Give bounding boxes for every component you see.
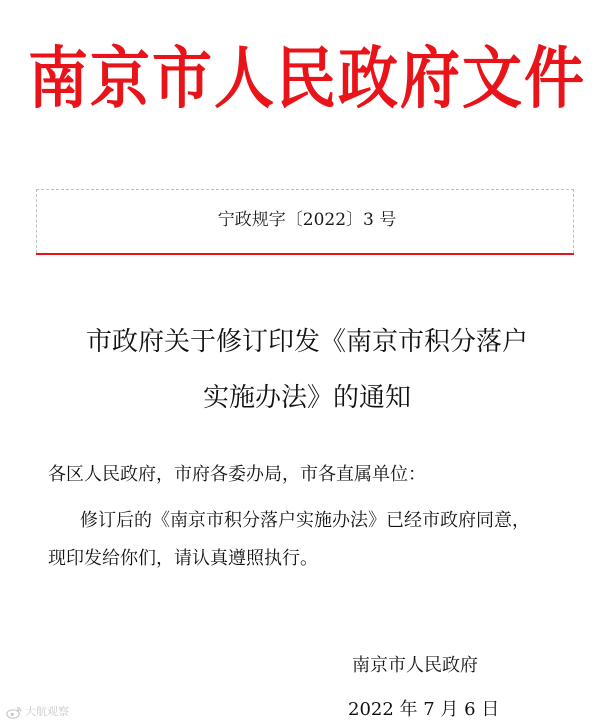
document-masthead: 南京市人民政府文件 <box>28 39 586 119</box>
signature-organization: 南京市人民政府 <box>352 655 478 676</box>
watermark <box>6 705 69 719</box>
red-divider-line <box>36 253 574 255</box>
weibo-icon <box>6 706 22 719</box>
watermark-text: 大航观察 <box>25 705 69 718</box>
doc-number: 宁政规字〔2022〕3 号 <box>217 210 397 230</box>
notice-title-line-2: 实施办法》的通知 <box>202 383 411 413</box>
salutation: 各区人民政府，市府各委办局，市各直属单位： <box>48 464 426 485</box>
body-paragraph-line-1: 修订后的《南京市积分落户实施办法》已经市政府同意， <box>80 510 530 531</box>
notice-title-line-1: 市政府关于修订印发《南京市积分落户 <box>85 327 528 357</box>
body-paragraph-line-2: 现印发给你们，请认真遵照执行。 <box>48 548 318 569</box>
signature-date: 2022 年 7 月 6 日 <box>348 699 500 720</box>
